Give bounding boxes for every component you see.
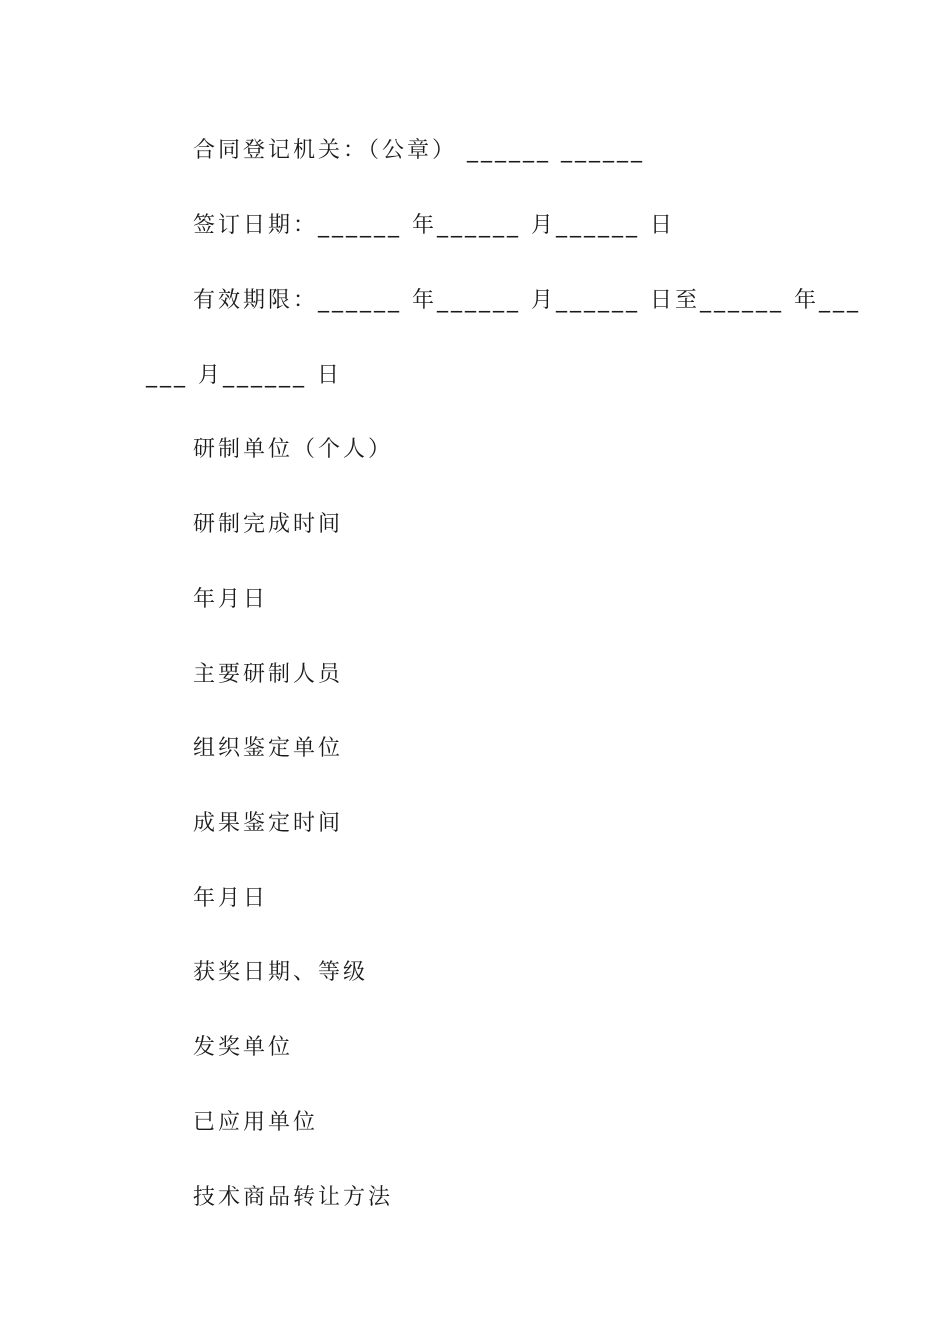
award-issuer-line: 发奖单位 bbox=[193, 1035, 294, 1060]
validity-period-line: 有效期限：______ 年______ 月______ 日至______ 年___ bbox=[193, 288, 861, 313]
appraisal-time-line: 成果鉴定时间 bbox=[193, 811, 344, 836]
appraisal-organizer-line: 组织鉴定单位 bbox=[193, 736, 344, 761]
award-date-level-line: 获奖日期、等级 bbox=[193, 960, 369, 985]
developer-unit-line: 研制单位（个人） bbox=[193, 437, 394, 462]
validity-period-continuation: ___ 月______ 日 bbox=[146, 363, 342, 388]
registration-authority-line: 合同登记机关：（公章） ______ ______ bbox=[193, 138, 645, 163]
development-completion-time-line: 研制完成时间 bbox=[193, 512, 344, 537]
date-placeholder-line: 年月日 bbox=[193, 587, 269, 612]
applied-units-line: 已应用单位 bbox=[193, 1110, 319, 1135]
main-developers-line: 主要研制人员 bbox=[193, 662, 344, 687]
signing-date-line: 签订日期：______ 年______ 月______ 日 bbox=[193, 213, 675, 238]
date-placeholder-line: 年月日 bbox=[193, 886, 269, 911]
transfer-method-line: 技术商品转让方法 bbox=[193, 1185, 394, 1210]
